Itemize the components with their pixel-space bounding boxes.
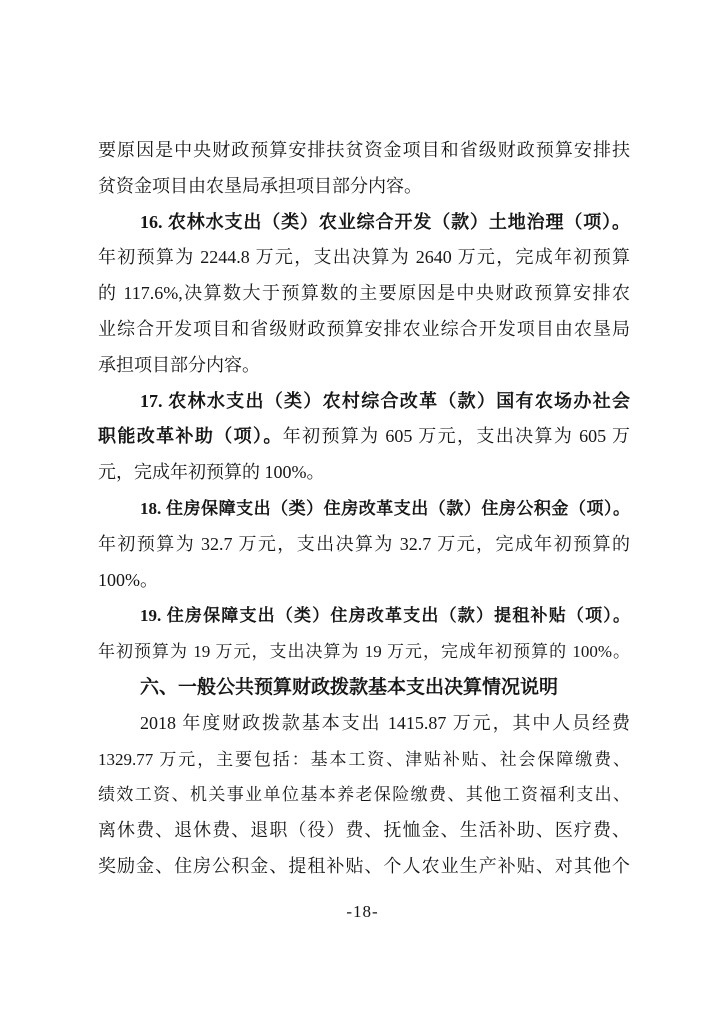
text-line [98,813,630,849]
text-segment: 19. 住房保障支出（类）住房改革支出（款）提租补贴（项）。 [140,606,630,626]
text-segment: 年初预算为 605 万元，支出决算为 605 万 [282,426,630,447]
text-line [98,563,630,599]
text-line [98,455,630,491]
text-segment: 年初预算为 32.7 万元，支出决算为 32.7 万元，完成年初预算的 [98,533,630,554]
text-line [98,312,630,348]
text-line [98,670,630,706]
text-segment: 业综合开发项目和省级财政预算安排农业综合开发项目由农垦局 [98,318,630,339]
text-line [98,777,630,813]
text-line [98,849,630,885]
page-number: -18- [346,902,379,921]
text-segment: 六、一般公共预算财政拨款基本支出决算情况说明 [140,676,559,698]
text-segment: 贫资金项目由农垦局承担项目部分内容。 [98,175,422,196]
text-segment: 年初预算为 2244.8 万元，支出决算为 2640 万元，完成年初预算 [98,247,630,268]
text-line [98,706,630,742]
text-line [98,384,630,420]
text-segment: 要原因是中央财政预算安排扶贫资金项目和省级财政预算安排扶 [98,140,630,160]
text-segment: 元，完成年初预算的 100%。 [98,462,325,483]
text-segment: 职能改革补助（项）。 [98,426,283,447]
text-segment: 的 117.6%,决算数大于预算数的主要原因是中央财政预算安排农 [98,283,630,304]
text-segment: 1329.77 万元，主要包括：基本工资、津贴补贴、社会保障缴费、 [98,749,630,769]
text-segment: 绩效工资、机关事业单位基本养老保险缴费、其他工资福利支出、 [98,785,630,805]
text-line [98,133,630,169]
text-line [98,742,630,778]
text-segment: 18. 住房保障支出（类）住房改革支出（款）住房公积金（项）。 [140,498,630,518]
text-segment: 承担项目部分内容。 [98,354,260,375]
text-line [98,240,630,276]
text-segment: 年初预算为 19 万元，支出决算为 19 万元，完成年初预算的 100%。 [98,642,630,662]
text-segment: 2018 年度财政拨款基本支出 1415.87 万元，其中人员经费 [140,712,630,733]
text-line [98,205,630,241]
document-body [98,133,630,885]
text-line [98,348,630,384]
text-segment: 16. 农林水支出（类）农业综合开发（款）土地治理（项）。 [140,211,630,232]
text-line [98,419,630,455]
text-line [98,276,630,312]
text-segment: 奖励金、住房公积金、提租补贴、个人农业生产补贴、对其他个 [98,855,630,876]
text-line [98,634,630,670]
text-segment: 17. 农林水支出（类）农村综合改革（款）国有农场办社会 [140,390,630,411]
text-line [98,491,630,527]
text-segment: 100%。 [98,569,158,590]
text-line [98,527,630,563]
text-line [98,169,630,205]
text-line [98,598,630,634]
text-segment: 离休费、退休费、退职（役）费、抚恤金、生活补助、医疗费、 [98,820,630,841]
